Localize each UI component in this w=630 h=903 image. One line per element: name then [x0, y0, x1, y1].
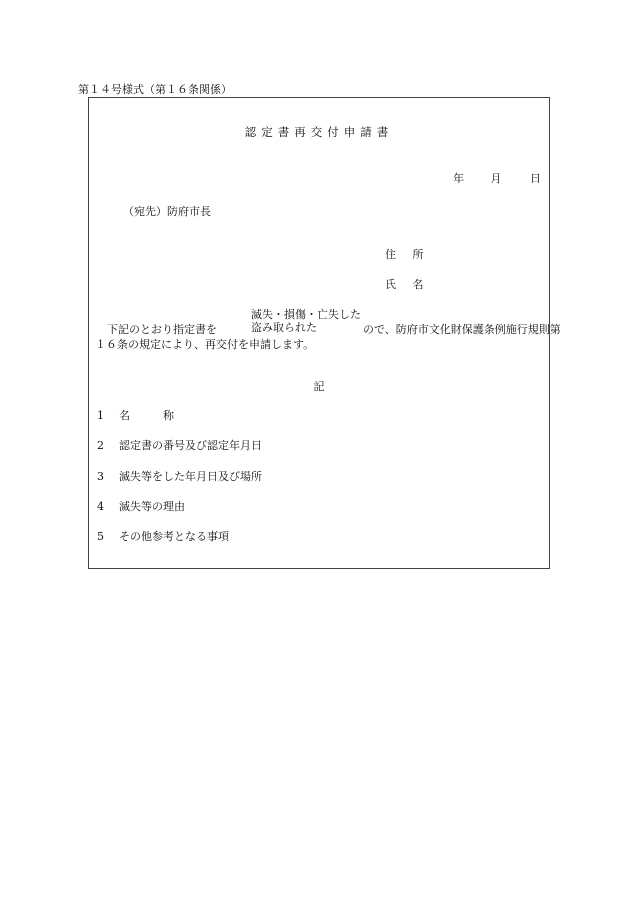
- reason-options: [251, 308, 361, 334]
- document-title: 認定書再交付申請書: [244, 125, 394, 139]
- item-number: 4: [97, 500, 104, 513]
- item-label: その他参考となる事項: [119, 530, 229, 543]
- item-label: 認定書の番号及び認定年月日: [119, 439, 262, 452]
- date-month-label: 月: [490, 172, 502, 185]
- address-char-1: 住: [385, 248, 396, 261]
- item-number: 5: [97, 530, 104, 543]
- form-number: 第１４号様式（第１６条関係）: [78, 83, 232, 96]
- addressee: （宛先）防府市長: [123, 205, 211, 218]
- item-label: 滅失等をした年月日及び場所: [119, 470, 262, 483]
- reason-option-lost: 滅失・損傷・亡失した: [251, 308, 361, 321]
- body-prefix: 下記のとおり指定書を: [107, 323, 217, 336]
- name-char-2: 名: [412, 278, 424, 291]
- body-suffix: ので、防府市文化財保護条例施行規則第: [363, 323, 561, 336]
- item-number: 1: [97, 409, 104, 422]
- applicant-address-label: [385, 246, 424, 262]
- list-item: [97, 528, 229, 544]
- date-day-label: 日: [530, 172, 541, 185]
- list-item: [97, 407, 174, 423]
- list-item: [97, 468, 262, 484]
- item-number: 3: [97, 470, 104, 483]
- name-char-1: 氏: [385, 278, 396, 291]
- form-frame: [88, 97, 561, 569]
- applicant-name-label: [385, 276, 424, 292]
- request-paragraph: [95, 308, 561, 352]
- item-label: 名 称: [119, 409, 174, 422]
- reason-option-stolen: 盗み取られた: [251, 321, 317, 334]
- address-char-2: 所: [412, 248, 424, 261]
- date-line: [453, 170, 541, 186]
- list-item: [97, 437, 262, 453]
- item-number: 2: [97, 439, 104, 452]
- date-year-label: 年: [453, 172, 464, 185]
- ki-heading: 記: [313, 380, 325, 393]
- body-line-2: １６条の規定により、再交付を申請します。: [95, 338, 315, 351]
- list-item: [97, 498, 185, 514]
- item-label: 滅失等の理由: [119, 500, 185, 513]
